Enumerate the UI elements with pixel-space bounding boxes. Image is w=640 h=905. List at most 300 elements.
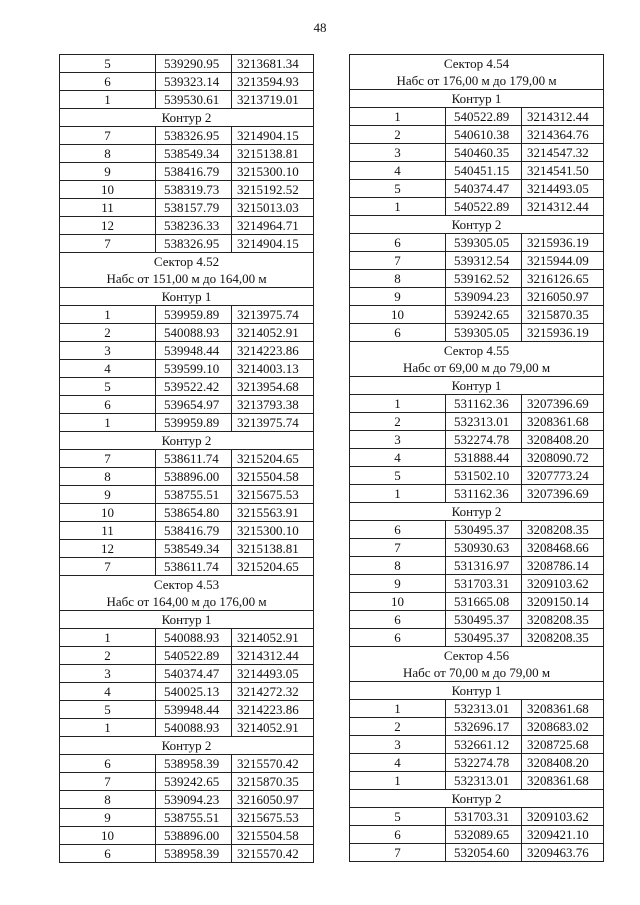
x-coordinate: 540610.38 — [446, 126, 522, 144]
point-number: 6 — [350, 521, 446, 539]
y-coordinate: 3209150.14 — [522, 593, 604, 611]
coordinate-row — [60, 629, 314, 647]
sector-title-row — [60, 253, 314, 271]
point-number: 11 — [60, 199, 156, 217]
coordinate-row — [60, 647, 314, 665]
point-number: 2 — [350, 413, 446, 431]
point-number: 6 — [350, 826, 446, 844]
point-number: 3 — [350, 736, 446, 754]
y-coordinate: 3214312.44 — [522, 198, 604, 216]
coordinate-row — [350, 826, 604, 844]
y-coordinate: 3214547.32 — [522, 144, 604, 162]
point-number: 2 — [350, 718, 446, 736]
point-number: 2 — [350, 126, 446, 144]
point-number: 5 — [350, 180, 446, 198]
x-coordinate: 532274.78 — [446, 431, 522, 449]
x-coordinate: 531888.44 — [446, 449, 522, 467]
coordinate-row — [350, 288, 604, 306]
y-coordinate: 3213954.68 — [232, 378, 314, 396]
y-coordinate: 3213975.74 — [232, 306, 314, 324]
point-number: 6 — [60, 73, 156, 91]
contour-header-row — [350, 503, 604, 521]
point-number: 6 — [60, 755, 156, 773]
point-number: 10 — [350, 306, 446, 324]
coordinate-row — [60, 468, 314, 486]
x-coordinate: 538549.34 — [156, 145, 232, 163]
x-coordinate: 539242.65 — [156, 773, 232, 791]
y-coordinate: 3216050.97 — [522, 288, 604, 306]
y-coordinate: 3215936.19 — [522, 324, 604, 342]
coordinate-row — [60, 360, 314, 378]
y-coordinate: 3215204.65 — [232, 558, 314, 576]
coordinate-row — [350, 198, 604, 216]
point-number: 12 — [60, 540, 156, 558]
coordinate-row — [350, 467, 604, 485]
sector-range-row — [350, 664, 604, 682]
y-coordinate: 3213681.34 — [232, 55, 314, 73]
y-coordinate: 3214052.91 — [232, 324, 314, 342]
y-coordinate: 3215675.53 — [232, 486, 314, 504]
y-coordinate: 3208361.68 — [522, 700, 604, 718]
coordinate-row — [350, 718, 604, 736]
sector-title: Сектор 4.55 — [350, 342, 604, 360]
point-number: 6 — [60, 396, 156, 414]
point-number: 8 — [350, 270, 446, 288]
x-coordinate: 538549.34 — [156, 540, 232, 558]
y-coordinate: 3213793.38 — [232, 396, 314, 414]
point-number: 7 — [60, 558, 156, 576]
coordinate-row — [60, 665, 314, 683]
y-coordinate: 3214493.05 — [232, 665, 314, 683]
contour-label: Контур 1 — [60, 288, 314, 306]
coordinate-row — [60, 163, 314, 181]
coordinate-row — [350, 557, 604, 575]
contour-label: Контур 1 — [350, 377, 604, 395]
coordinate-row — [60, 809, 314, 827]
sector-height-range: Набс от 70,00 м до 79,00 м — [350, 664, 604, 682]
coordinate-row — [60, 199, 314, 217]
x-coordinate: 538157.79 — [156, 199, 232, 217]
point-number: 8 — [60, 791, 156, 809]
x-coordinate: 532696.17 — [446, 718, 522, 736]
coordinate-row — [350, 108, 604, 126]
coordinate-row — [60, 306, 314, 324]
contour-label: Контур 2 — [350, 790, 604, 808]
coordinate-row — [350, 270, 604, 288]
y-coordinate: 3208683.02 — [522, 718, 604, 736]
y-coordinate: 3208208.35 — [522, 521, 604, 539]
point-number: 5 — [60, 701, 156, 719]
y-coordinate: 3208786.14 — [522, 557, 604, 575]
coordinate-row — [350, 611, 604, 629]
contour-header-row — [350, 682, 604, 700]
y-coordinate: 3209103.62 — [522, 575, 604, 593]
contour-header-row — [350, 90, 604, 108]
coordinate-row — [60, 55, 314, 73]
coordinate-row — [350, 234, 604, 252]
y-coordinate: 3214312.44 — [232, 647, 314, 665]
point-number: 3 — [350, 431, 446, 449]
x-coordinate: 538326.95 — [156, 127, 232, 145]
y-coordinate: 3213594.93 — [232, 73, 314, 91]
contour-label: Контур 2 — [350, 216, 604, 234]
point-number: 1 — [60, 629, 156, 647]
x-coordinate: 531665.08 — [446, 593, 522, 611]
point-number: 7 — [60, 773, 156, 791]
y-coordinate: 3215192.52 — [232, 181, 314, 199]
point-number: 1 — [60, 719, 156, 737]
point-number: 2 — [60, 647, 156, 665]
x-coordinate: 531316.97 — [446, 557, 522, 575]
coordinate-row — [350, 844, 604, 862]
y-coordinate: 3214964.71 — [232, 217, 314, 235]
coordinate-row — [60, 773, 314, 791]
coordinate-row — [60, 450, 314, 468]
x-coordinate: 538896.00 — [156, 468, 232, 486]
contour-label: Контур 2 — [60, 432, 314, 450]
x-coordinate: 540522.89 — [446, 108, 522, 126]
point-number: 12 — [60, 217, 156, 235]
point-number: 10 — [60, 181, 156, 199]
y-coordinate: 3207396.69 — [522, 485, 604, 503]
coordinate-row — [60, 414, 314, 432]
x-coordinate: 540088.93 — [156, 324, 232, 342]
y-coordinate: 3215504.58 — [232, 468, 314, 486]
y-coordinate: 3215563.91 — [232, 504, 314, 522]
coordinate-row — [350, 575, 604, 593]
coordinate-row — [350, 700, 604, 718]
x-coordinate: 538755.51 — [156, 809, 232, 827]
point-number: 1 — [350, 395, 446, 413]
coordinate-row — [350, 521, 604, 539]
point-number: 1 — [60, 306, 156, 324]
x-coordinate: 538958.39 — [156, 755, 232, 773]
coordinate-row — [60, 127, 314, 145]
coordinate-row — [350, 180, 604, 198]
point-number: 6 — [350, 611, 446, 629]
y-coordinate: 3214223.86 — [232, 701, 314, 719]
y-coordinate: 3216050.97 — [232, 791, 314, 809]
contour-header-row — [350, 790, 604, 808]
sector-title: Сектор 4.56 — [350, 647, 604, 665]
x-coordinate: 539959.89 — [156, 306, 232, 324]
coordinate-row — [350, 629, 604, 647]
x-coordinate: 539522.42 — [156, 378, 232, 396]
coordinate-row — [60, 827, 314, 845]
y-coordinate: 3207773.24 — [522, 467, 604, 485]
contour-header-row — [60, 432, 314, 450]
y-coordinate: 3214272.32 — [232, 683, 314, 701]
x-coordinate: 538896.00 — [156, 827, 232, 845]
x-coordinate: 530495.37 — [446, 521, 522, 539]
x-coordinate: 531703.31 — [446, 575, 522, 593]
x-coordinate: 532274.78 — [446, 754, 522, 772]
y-coordinate: 3214541.50 — [522, 162, 604, 180]
coordinate-row — [350, 413, 604, 431]
contour-label: Контур 1 — [60, 611, 314, 629]
contour-label: Контур 2 — [350, 503, 604, 521]
coordinate-row — [350, 772, 604, 790]
y-coordinate: 3215138.81 — [232, 540, 314, 558]
x-coordinate: 530495.37 — [446, 629, 522, 647]
x-coordinate: 538755.51 — [156, 486, 232, 504]
contour-label: Контур 2 — [60, 109, 314, 127]
y-coordinate: 3215504.58 — [232, 827, 314, 845]
y-coordinate: 3208361.68 — [522, 772, 604, 790]
coordinate-row — [350, 808, 604, 826]
y-coordinate: 3215013.03 — [232, 199, 314, 217]
coordinate-row — [60, 378, 314, 396]
y-coordinate: 3214904.15 — [232, 235, 314, 253]
point-number: 6 — [350, 629, 446, 647]
point-number: 1 — [350, 198, 446, 216]
coordinate-row — [350, 144, 604, 162]
x-coordinate: 538611.74 — [156, 450, 232, 468]
point-number: 4 — [60, 683, 156, 701]
point-number: 9 — [60, 163, 156, 181]
coordinate-row — [60, 719, 314, 737]
x-coordinate: 540374.47 — [446, 180, 522, 198]
sector-height-range: Набс от 69,00 м до 79,00 м — [350, 359, 604, 377]
point-number: 9 — [60, 486, 156, 504]
y-coordinate: 3215675.53 — [232, 809, 314, 827]
x-coordinate: 539094.23 — [156, 791, 232, 809]
coordinate-row — [60, 145, 314, 163]
point-number: 9 — [60, 809, 156, 827]
y-coordinate: 3208208.35 — [522, 629, 604, 647]
point-number: 1 — [350, 108, 446, 126]
sector-height-range: Набс от 151,00 м до 164,00 м — [60, 270, 314, 288]
x-coordinate: 532054.60 — [446, 844, 522, 862]
point-number: 5 — [350, 467, 446, 485]
coordinate-row — [60, 486, 314, 504]
x-coordinate: 539530.61 — [156, 91, 232, 109]
sector-title-row — [60, 576, 314, 594]
point-number: 8 — [350, 557, 446, 575]
coordinate-row — [350, 754, 604, 772]
y-coordinate: 3215300.10 — [232, 163, 314, 181]
coordinate-row — [60, 540, 314, 558]
x-coordinate: 539305.05 — [446, 324, 522, 342]
y-coordinate: 3215204.65 — [232, 450, 314, 468]
point-number: 7 — [60, 127, 156, 145]
sector-range-row — [60, 593, 314, 611]
x-coordinate: 539312.54 — [446, 252, 522, 270]
x-coordinate: 538611.74 — [156, 558, 232, 576]
x-coordinate: 540522.89 — [156, 647, 232, 665]
coordinate-row — [350, 539, 604, 557]
x-coordinate: 531162.36 — [446, 485, 522, 503]
y-coordinate: 3213719.01 — [232, 91, 314, 109]
sector-title-row — [350, 647, 604, 665]
x-coordinate: 532661.12 — [446, 736, 522, 754]
coordinate-row — [60, 73, 314, 91]
sector-title-row — [350, 342, 604, 360]
x-coordinate: 539654.97 — [156, 396, 232, 414]
y-coordinate: 3214223.86 — [232, 342, 314, 360]
y-coordinate: 3214904.15 — [232, 127, 314, 145]
x-coordinate: 539323.14 — [156, 73, 232, 91]
coordinate-row — [350, 736, 604, 754]
y-coordinate: 3214364.76 — [522, 126, 604, 144]
point-number: 1 — [60, 91, 156, 109]
coordinate-row — [350, 306, 604, 324]
x-coordinate: 531703.31 — [446, 808, 522, 826]
y-coordinate: 3214003.13 — [232, 360, 314, 378]
contour-label: Контур 2 — [60, 737, 314, 755]
y-coordinate: 3215944.09 — [522, 252, 604, 270]
sector-title-row — [350, 55, 604, 73]
y-coordinate: 3208208.35 — [522, 611, 604, 629]
point-number: 6 — [350, 234, 446, 252]
coordinate-row — [350, 324, 604, 342]
point-number: 5 — [350, 808, 446, 826]
coordinate-row — [350, 431, 604, 449]
y-coordinate: 3215138.81 — [232, 145, 314, 163]
sector-range-row — [350, 72, 604, 90]
coordinates-table-right — [349, 54, 604, 862]
contour-label: Контур 1 — [350, 90, 604, 108]
contour-header-row — [60, 737, 314, 755]
y-coordinate: 3209463.76 — [522, 844, 604, 862]
contour-header-row — [350, 377, 604, 395]
coordinate-row — [60, 755, 314, 773]
y-coordinate: 3214493.05 — [522, 180, 604, 198]
y-coordinate: 3208090.72 — [522, 449, 604, 467]
x-coordinate: 530930.63 — [446, 539, 522, 557]
contour-header-row — [350, 216, 604, 234]
page-number: 48 — [313, 20, 327, 35]
coordinate-row — [350, 252, 604, 270]
point-number: 6 — [350, 324, 446, 342]
sector-title: Сектор 4.54 — [350, 55, 604, 73]
coordinate-row — [60, 504, 314, 522]
x-coordinate: 540522.89 — [446, 198, 522, 216]
coordinate-row — [350, 449, 604, 467]
coordinate-row — [60, 324, 314, 342]
point-number: 3 — [350, 144, 446, 162]
coordinate-row — [350, 126, 604, 144]
point-number: 7 — [350, 539, 446, 557]
x-coordinate: 532089.65 — [446, 826, 522, 844]
point-number: 3 — [60, 665, 156, 683]
coordinate-row — [350, 593, 604, 611]
coordinate-row — [60, 845, 314, 863]
y-coordinate: 3215300.10 — [232, 522, 314, 540]
x-coordinate: 539094.23 — [446, 288, 522, 306]
point-number: 3 — [60, 342, 156, 360]
x-coordinate: 540088.93 — [156, 629, 232, 647]
y-coordinate: 3215570.42 — [232, 755, 314, 773]
x-coordinate: 539305.05 — [446, 234, 522, 252]
point-number: 7 — [60, 450, 156, 468]
contour-header-row — [60, 611, 314, 629]
x-coordinate: 539290.95 — [156, 55, 232, 73]
y-coordinate: 3215870.35 — [522, 306, 604, 324]
sector-title: Сектор 4.53 — [60, 576, 314, 594]
x-coordinate: 540025.13 — [156, 683, 232, 701]
sector-range-row — [350, 359, 604, 377]
point-number: 1 — [350, 485, 446, 503]
coordinate-row — [60, 181, 314, 199]
x-coordinate: 538326.95 — [156, 235, 232, 253]
x-coordinate: 532313.01 — [446, 772, 522, 790]
x-coordinate: 531502.10 — [446, 467, 522, 485]
point-number: 4 — [350, 449, 446, 467]
x-coordinate: 538416.79 — [156, 522, 232, 540]
point-number: 4 — [350, 754, 446, 772]
y-coordinate: 3214052.91 — [232, 629, 314, 647]
coordinate-row — [60, 791, 314, 809]
coordinate-row — [60, 396, 314, 414]
x-coordinate: 538236.33 — [156, 217, 232, 235]
coordinate-row — [60, 558, 314, 576]
y-coordinate: 3215570.42 — [232, 845, 314, 863]
point-number: 11 — [60, 522, 156, 540]
x-coordinate: 530495.37 — [446, 611, 522, 629]
x-coordinate: 532313.01 — [446, 700, 522, 718]
point-number: 1 — [60, 414, 156, 432]
x-coordinate: 540088.93 — [156, 719, 232, 737]
coordinate-row — [60, 701, 314, 719]
x-coordinate: 539959.89 — [156, 414, 232, 432]
coordinate-row — [60, 235, 314, 253]
point-number: 9 — [350, 575, 446, 593]
coordinate-row — [60, 522, 314, 540]
sector-range-row — [60, 270, 314, 288]
coordinates-table-left — [59, 54, 314, 863]
coordinate-row — [60, 217, 314, 235]
coordinate-row — [60, 91, 314, 109]
point-number: 2 — [60, 324, 156, 342]
point-number: 7 — [350, 844, 446, 862]
y-coordinate: 3215936.19 — [522, 234, 604, 252]
point-number: 4 — [60, 360, 156, 378]
x-coordinate: 531162.36 — [446, 395, 522, 413]
point-number: 1 — [350, 700, 446, 718]
y-coordinate: 3208361.68 — [522, 413, 604, 431]
y-coordinate: 3216126.65 — [522, 270, 604, 288]
x-coordinate: 532313.01 — [446, 413, 522, 431]
point-number: 7 — [60, 235, 156, 253]
coordinate-row — [350, 162, 604, 180]
point-number: 8 — [60, 145, 156, 163]
x-coordinate: 539948.44 — [156, 701, 232, 719]
point-number: 6 — [60, 845, 156, 863]
y-coordinate: 3207396.69 — [522, 395, 604, 413]
point-number: 10 — [350, 593, 446, 611]
coordinate-row — [350, 485, 604, 503]
sector-height-range: Набс от 164,00 м до 176,00 м — [60, 593, 314, 611]
x-coordinate: 540374.47 — [156, 665, 232, 683]
point-number: 7 — [350, 252, 446, 270]
contour-label: Контур 1 — [350, 682, 604, 700]
y-coordinate: 3208468.66 — [522, 539, 604, 557]
coordinate-row — [350, 395, 604, 413]
coordinate-row — [60, 683, 314, 701]
y-coordinate: 3208408.20 — [522, 431, 604, 449]
y-coordinate: 3213975.74 — [232, 414, 314, 432]
contour-header-row — [60, 288, 314, 306]
y-coordinate: 3209421.10 — [522, 826, 604, 844]
y-coordinate: 3215870.35 — [232, 773, 314, 791]
x-coordinate: 539599.10 — [156, 360, 232, 378]
point-number: 5 — [60, 55, 156, 73]
y-coordinate: 3208408.20 — [522, 754, 604, 772]
sector-height-range: Набс от 176,00 м до 179,00 м — [350, 72, 604, 90]
x-coordinate: 539242.65 — [446, 306, 522, 324]
point-number: 8 — [60, 468, 156, 486]
